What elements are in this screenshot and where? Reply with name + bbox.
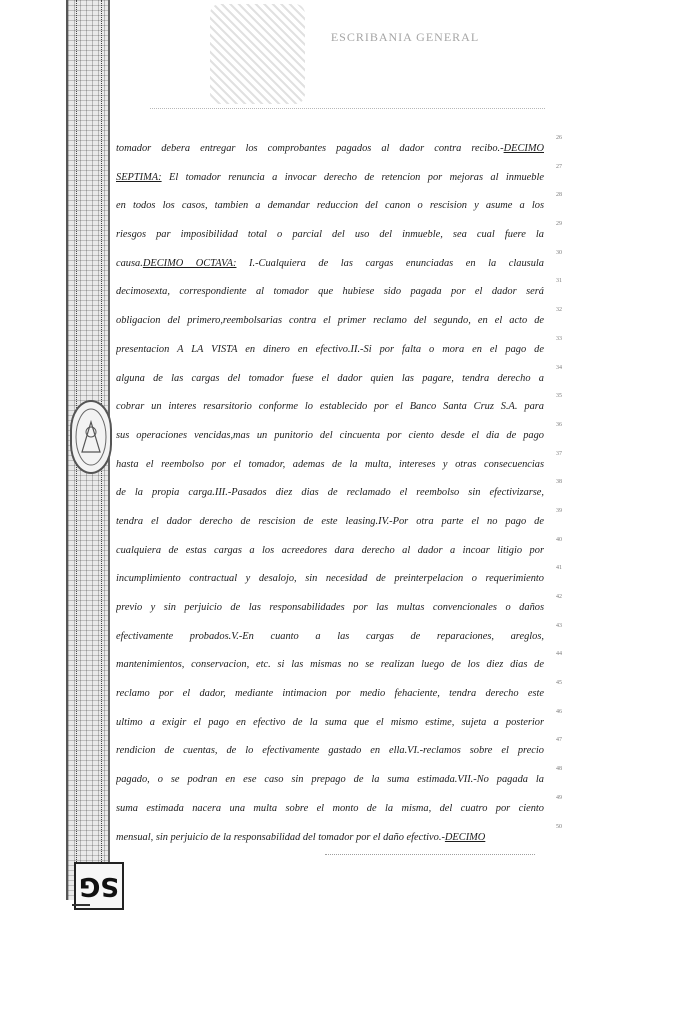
text-segment: previo y sin perjuicio de las responsabilidades por las multas convencionales o daños (116, 602, 544, 613)
line-number: 50 (556, 823, 562, 830)
line-number: 49 (556, 794, 562, 801)
line-number: 30 (556, 249, 562, 256)
text-segment: tomador debera entregar los comprobantes pagados al dador contra recibo.- (116, 143, 504, 154)
underlined-heading: DECIMO OCTAVA: (142, 257, 237, 269)
text-line (116, 225, 544, 254)
line-number: 46 (556, 708, 562, 715)
header-emblem-icon (210, 4, 305, 104)
bottom-rule (325, 854, 535, 857)
text-segment: mensual, sin perjuicio de la responsabilidad del tomador por el daño efectivo.- (116, 831, 445, 843)
corner-mark (72, 898, 90, 906)
text-segment: reclamo por el dador, mediante intimacion por medio fehaciente, tendra derecho este (116, 688, 544, 700)
text-segment: ultimo a exigir el pago en efectivo de la suma que el mismo estime, sujeta a posterior (116, 716, 544, 728)
seal-emblem-icon (70, 400, 112, 474)
text-line (116, 282, 544, 311)
text-line (116, 828, 544, 857)
text-line (116, 369, 544, 398)
text-segment: tendra el dador derecho de rescision de este leasing.IV.-Por otra parte el no pago de (116, 515, 544, 527)
faded-header (210, 0, 590, 110)
text-segment: suma estimada nacera una multa sobre el monto de la misma, del cuatro por ciento (116, 802, 544, 814)
line-number: 33 (556, 335, 562, 342)
underlined-heading: DECIMO (444, 831, 486, 843)
line-number: 32 (556, 307, 562, 314)
line-number: 35 (556, 393, 562, 400)
text-line (116, 311, 544, 340)
text-line (116, 684, 544, 713)
text-segment: pagado, o se podran en ese caso sin prepago de la suma estimada.VII.-No pagada la (116, 774, 544, 786)
text-line (116, 569, 544, 598)
text-segment: causa. (116, 257, 143, 269)
text-line (116, 655, 544, 684)
text-segment: hasta el reembolso por el tomador, ademas de la multa, intereses y otras consecuencias (116, 458, 544, 470)
line-number: 40 (556, 536, 562, 543)
text-segment: en todos los casos, tambien a demandar reduccion del canon o rescision y asume a los (116, 200, 544, 212)
text-segment: rendicion de cuentas, de lo efectivamente gastado en ella.VI.-reclamos sobre el precio (116, 745, 544, 757)
text-segment: obligacion del primero,reembolsarias contra el primer reclamo del segundo, en el acto de (116, 315, 544, 327)
text-segment: sus operaciones vencidas,mas un punitorio del cincuenta por ciento desde el dia de pago (116, 429, 544, 441)
text-segment: decimosexta, correspondiente al tomador que hubiese sido pagada por el dador será (116, 286, 544, 298)
text-segment: mantenimientos, conservacion, etc. si las mismas no se realizan luego de los diez dias de (116, 659, 544, 671)
text-segment: cobrar un interes resarsitorio conforme lo establecido por el Banco Santa Cruz S.A. para (116, 401, 544, 413)
underlined-heading: SEPTIMA: (116, 171, 162, 183)
line-number: 43 (556, 622, 562, 629)
line-number: 31 (556, 278, 562, 285)
line-number: 37 (556, 450, 562, 457)
line-number: 26 (556, 135, 562, 141)
text-segment: riesgos par imposibilidad total o parcial del uso del inmueble, sea cual fuere la (116, 229, 544, 241)
text-line (116, 541, 544, 570)
line-numbers (556, 135, 576, 852)
text-segment: alguna de las cargas del tomador fuese el dador quien las pagare, tendra derecho a (116, 372, 544, 384)
line-number: 27 (556, 163, 562, 170)
text-segment: cualquiera de estas cargas a los acreedores dara derecho al dador a incoar litigio por (116, 544, 544, 556)
underlined-heading: DECIMO (503, 143, 544, 154)
line-number: 36 (556, 421, 562, 428)
text-line (116, 168, 544, 197)
line-number: 47 (556, 737, 562, 744)
line-number: 28 (556, 192, 562, 199)
text-segment: presentacion A LA VISTA en dinero en efectivo.II.-Si por falta o mora en el pago de (116, 343, 544, 355)
text-line (116, 340, 544, 369)
line-number: 29 (556, 221, 562, 228)
document-body (116, 139, 544, 856)
text-line (116, 598, 544, 627)
text-segment: I.-Cualquiera de las cargas enunciadas en la clausula (236, 257, 544, 269)
header-rule (150, 108, 545, 111)
line-number: 42 (556, 594, 562, 600)
text-line (116, 426, 544, 455)
line-number: 39 (556, 507, 562, 514)
line-number: 44 (556, 651, 562, 658)
text-line (116, 741, 544, 770)
line-number: 48 (556, 766, 562, 773)
text-segment: de la propia carga.III.-Pasados diez dias de reclamado el reembolso sin efectivizarse, (116, 487, 544, 499)
text-line (116, 627, 544, 656)
text-segment: El tomador renuncia a invocar derecho de retencion por mejoras al inmueble (161, 171, 544, 183)
text-line (116, 512, 544, 541)
line-number: 45 (556, 680, 562, 687)
header-title: ESCRIBANIA GENERAL (330, 30, 480, 44)
text-line (116, 799, 544, 828)
line-number: 38 (556, 479, 562, 486)
text-line (116, 455, 544, 484)
line-number: 34 (556, 364, 562, 371)
text-line (116, 196, 544, 225)
text-line (116, 254, 544, 283)
line-number: 41 (556, 565, 562, 572)
text-line (116, 770, 544, 799)
text-line (116, 397, 544, 426)
text-segment: incumplimiento contractual y desalojo, sin necesidad de preinterpelacion o requerimiento (116, 573, 544, 585)
sg-logo: SG (74, 862, 124, 910)
text-line (116, 713, 544, 742)
seal-emblem-graphic (72, 402, 110, 472)
text-line (116, 483, 544, 512)
text-segment: efectivamente probados.V.-En cuanto a las cargas de reparaciones, areglos, (116, 630, 544, 642)
text-line (116, 139, 544, 168)
